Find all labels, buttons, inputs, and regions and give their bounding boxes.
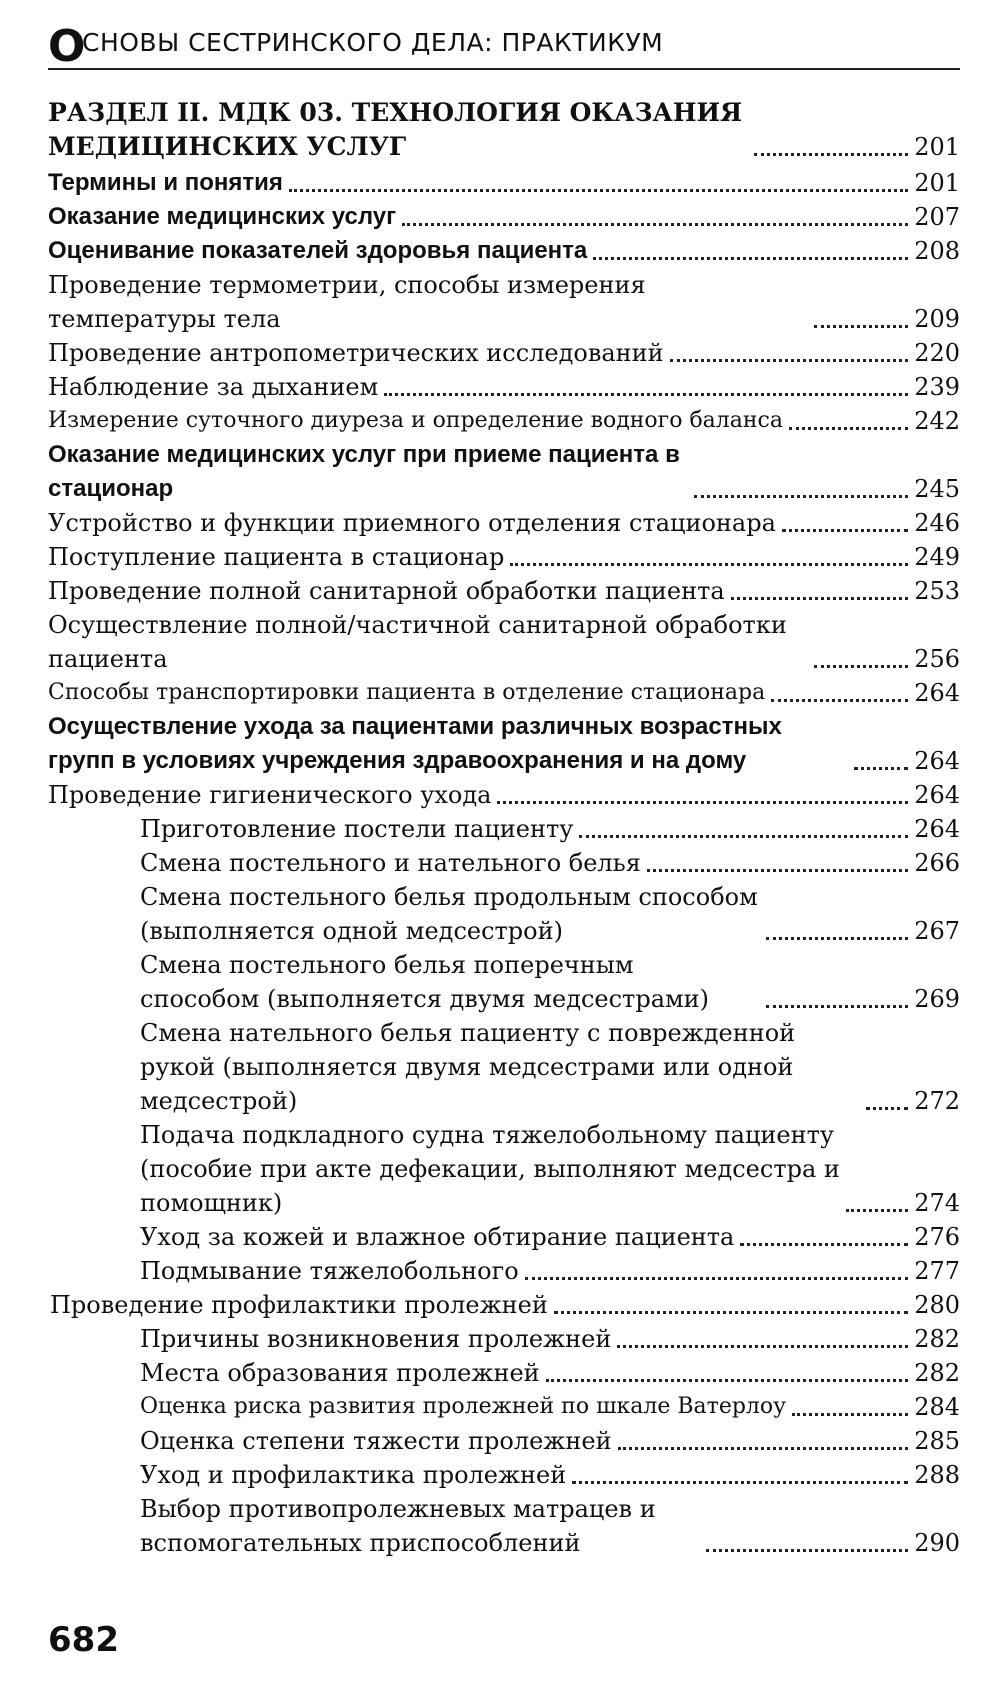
toc-entry-page: 290 <box>914 1529 960 1557</box>
toc-entry-text: Уход за кожей и влажное обтирание пациента <box>140 1223 735 1251</box>
leader-dots <box>510 555 908 566</box>
leader-dots <box>593 249 908 260</box>
toc-entry-page: 253 <box>914 577 960 605</box>
toc-entry-page: 264 <box>914 747 960 775</box>
table-of-contents <box>48 96 960 1560</box>
toc-entry-page: 282 <box>914 1325 960 1353</box>
toc-entry <box>48 336 960 370</box>
toc-entry-text: Выбор противопролежневых матрацев и вспомогательных приспособлений <box>140 1495 656 1557</box>
toc-entry-text: Смена постельного белья продольным способом (выполняется одной медсестрой) <box>140 883 758 945</box>
toc-entry-page: 280 <box>914 1291 960 1319</box>
toc-entry <box>48 1356 960 1390</box>
toc-entry-page: 276 <box>914 1223 960 1251</box>
toc-entry-page: 220 <box>914 339 960 367</box>
leader-dots <box>402 215 908 226</box>
toc-entry-text: Устройство и функции приемного отделения стационара <box>48 509 776 537</box>
toc-entry-text: Смена постельного белья поперечным способом (выполняется двумя медсестрами) <box>140 951 710 1013</box>
toc-entry <box>48 1424 960 1458</box>
toc-entry-page: 264 <box>914 781 960 809</box>
toc-entry-page: 201 <box>914 133 960 161</box>
toc-entry-text: Проведение профилактики пролежней <box>50 1291 548 1319</box>
toc-entry <box>48 506 960 540</box>
leader-dots <box>546 1371 909 1382</box>
toc-entry-page: 246 <box>914 509 960 537</box>
toc-entry-text: Оценивание показателей здоровья пациента <box>48 237 588 264</box>
leader-dots <box>866 1099 908 1110</box>
toc-entry-text: Наблюдение за дыханием <box>48 373 379 401</box>
leader-dots <box>694 487 908 498</box>
toc-entry-text: Проведение гигиенического ухода <box>48 781 492 809</box>
toc-entry-page: 274 <box>914 1189 960 1217</box>
leader-dots <box>554 1303 908 1314</box>
toc-entry <box>48 96 960 164</box>
toc-entry-page: 267 <box>914 917 960 945</box>
toc-entry-text: Оказание медицинских услуг <box>48 203 397 230</box>
toc-entry <box>48 166 960 200</box>
toc-entry-page: 201 <box>914 169 960 197</box>
toc-entry-text: Подача подкладного судна тяжелобольному пациенту (пособие при акте дефекации, выполняют медсестра и помощник) <box>140 1121 840 1217</box>
toc-entry-text: Места образования пролежней <box>140 1359 540 1387</box>
toc-entry-text: Проведение полной санитарной обработки пациента <box>48 577 725 605</box>
leader-dots <box>782 521 908 532</box>
leader-dots <box>289 181 908 192</box>
toc-entry <box>48 1390 960 1424</box>
toc-entry <box>48 1220 960 1254</box>
leader-dots <box>617 1337 908 1348</box>
toc-entry-page: 272 <box>914 1087 960 1115</box>
toc-entry-page: 264 <box>914 679 960 707</box>
toc-entry-page: 277 <box>914 1257 960 1285</box>
leader-dots <box>814 657 908 668</box>
leader-dots <box>618 1439 909 1450</box>
leader-dots <box>525 1269 909 1280</box>
toc-entry <box>48 710 960 778</box>
toc-entry-text: Способы транспортировки пациента в отделение стационара <box>48 680 766 705</box>
toc-entry <box>48 676 960 710</box>
toc-entry <box>48 1458 960 1492</box>
toc-entry <box>48 1016 960 1118</box>
toc-entry-text: Осуществление полной/частичной санитарной обработки пациента <box>48 611 787 673</box>
toc-entry-page: 269 <box>914 985 960 1013</box>
toc-entry <box>48 268 960 336</box>
toc-entry <box>48 948 960 1016</box>
toc-entry-text: Приготовление постели пациенту <box>140 815 574 843</box>
toc-entry-text: Подмывание тяжелобольного <box>140 1257 519 1285</box>
leader-dots <box>792 1405 908 1416</box>
toc-entry-page: 288 <box>914 1461 960 1489</box>
toc-entry-page: 209 <box>914 305 960 333</box>
toc-entry <box>48 846 960 880</box>
leader-dots <box>706 1541 908 1552</box>
leader-dots <box>754 145 908 156</box>
toc-entry-text: Проведение термометрии, способы измерения температуры тела <box>48 271 646 333</box>
toc-entry <box>48 540 960 574</box>
toc-entry-text: Оценка риска развития пролежней по шкале Ватерлоу <box>140 1394 787 1419</box>
toc-entry <box>48 880 960 948</box>
toc-entry <box>48 370 960 404</box>
toc-entry <box>48 200 960 234</box>
toc-entry <box>48 404 960 438</box>
leader-dots <box>497 793 908 804</box>
toc-entry-text: Смена постельного и нательного белья <box>140 849 641 877</box>
toc-entry-text: Поступление пациента в стационар <box>48 543 505 571</box>
toc-entry <box>48 574 960 608</box>
leader-dots <box>579 827 908 838</box>
leader-dots <box>740 1235 908 1246</box>
toc-entry <box>48 812 960 846</box>
toc-entry <box>48 778 960 812</box>
leader-dots <box>814 317 908 328</box>
leader-dots <box>670 351 909 362</box>
toc-entry-page: 245 <box>914 475 960 503</box>
toc-entry-page: 242 <box>914 407 960 435</box>
toc-entry-text: РАЗДЕЛ II. МДК 03. ТЕХНОЛОГИЯ ОКАЗАНИЯ МЕДИЦИНСКИХ УСЛУГ <box>48 98 743 161</box>
leader-dots <box>771 691 908 702</box>
toc-entry-page: 284 <box>914 1393 960 1421</box>
toc-entry <box>48 1322 960 1356</box>
toc-entry-text: Измерение суточного диуреза и определение водного баланса <box>48 408 783 433</box>
toc-entry-page: 208 <box>914 237 960 265</box>
leader-dots <box>731 589 909 600</box>
toc-entry-text: Причины возникновения пролежней <box>140 1325 612 1353</box>
leader-dots <box>647 861 908 872</box>
toc-entry-page: 249 <box>914 543 960 571</box>
toc-entry-text: Термины и понятия <box>48 169 283 196</box>
leader-dots <box>766 997 908 1008</box>
toc-entry-text: Оказание медицинских услуг при приеме пациента в стационар <box>48 441 680 502</box>
toc-entry-text: Уход и профилактика пролежней <box>140 1461 567 1489</box>
leader-dots <box>789 419 908 430</box>
page-number: 682 <box>48 1620 119 1660</box>
header-drop-cap: О <box>48 21 86 72</box>
toc-entry-page: 239 <box>914 373 960 401</box>
toc-entry <box>48 1254 960 1288</box>
toc-entry-page: 285 <box>914 1427 960 1455</box>
toc-entry <box>48 1492 960 1560</box>
toc-entry-page: 266 <box>914 849 960 877</box>
toc-entry-page: 264 <box>914 815 960 843</box>
toc-entry <box>48 1288 960 1322</box>
leader-dots <box>384 385 908 396</box>
leader-dots <box>766 929 908 940</box>
header-title: СНОВЫ СЕСТРИНСКОГО ДЕЛА: ПРАКТИКУМ <box>82 28 664 57</box>
toc-entry-text: Смена нательного белья пациенту с поврежденной рукой (выполняется двумя медсестрами или одной медсестрой) <box>140 1019 796 1115</box>
toc-entry <box>48 234 960 268</box>
leader-dots <box>854 759 908 770</box>
toc-entry-text: Проведение антропометрических исследований <box>48 339 664 367</box>
toc-entry <box>48 438 960 506</box>
toc-entry <box>48 608 960 676</box>
running-header <box>48 18 960 70</box>
toc-entry-page: 256 <box>914 645 960 673</box>
toc-entry-text: Осуществление ухода за пациентами различных возрастных групп в условиях учреждения здравоохранения и на дому <box>48 713 782 774</box>
leader-dots <box>846 1201 908 1212</box>
toc-entry <box>48 1118 960 1220</box>
toc-entry-page: 282 <box>914 1359 960 1387</box>
leader-dots <box>572 1473 908 1484</box>
toc-entry-text: Оценка степени тяжести пролежней <box>140 1427 612 1455</box>
toc-entry-page: 207 <box>914 203 960 231</box>
